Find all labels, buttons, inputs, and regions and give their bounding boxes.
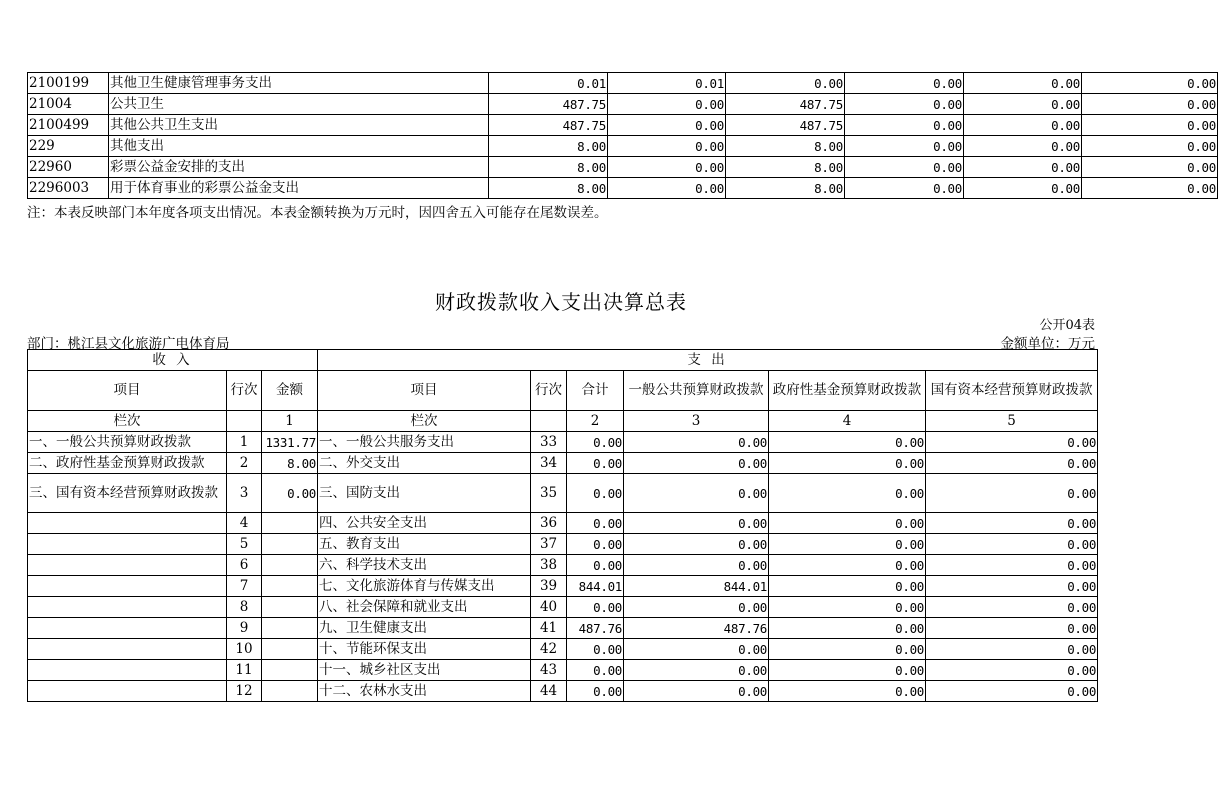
expense-item-cell: 九、卫生健康支出	[318, 618, 531, 639]
total-column-header: 合计	[567, 371, 624, 411]
table-row	[28, 432, 1098, 453]
state-capital-cell: 0.00	[926, 534, 1098, 555]
expense-item-cell: 八、社会保障和就业支出	[318, 597, 531, 618]
government-fund-column-header: 政府性基金预算财政拨款	[769, 371, 926, 411]
function-name-cell: 其他公共卫生支出	[109, 115, 489, 136]
total-cell: 487.76	[567, 618, 624, 639]
total-cell: 8.00	[489, 157, 608, 178]
column-index-2: 2	[567, 411, 624, 432]
col4-cell: 0.00	[845, 94, 964, 115]
project-cell: 8.00	[726, 157, 845, 178]
expense-row-cell: 39	[531, 576, 567, 597]
expense-row-cell: 38	[531, 555, 567, 576]
total-cell: 0.00	[567, 474, 624, 513]
table-row	[28, 178, 1218, 199]
general-budget-column-header: 一般公共预算财政拨款	[624, 371, 769, 411]
income-row-cell: 4	[227, 513, 262, 534]
column-index-4: 4	[769, 411, 926, 432]
income-row-cell: 8	[227, 597, 262, 618]
col5-cell: 0.00	[964, 94, 1082, 115]
table-row	[28, 136, 1218, 157]
expense-item-cell: 五、教育支出	[318, 534, 531, 555]
total-cell: 487.75	[489, 94, 608, 115]
income-amount-cell: 8.00	[262, 453, 318, 474]
basic-cell: 0.00	[608, 178, 726, 199]
state-capital-cell: 0.00	[926, 681, 1098, 702]
total-cell: 0.00	[567, 513, 624, 534]
income-amount-cell	[262, 555, 318, 576]
income-amount-cell	[262, 681, 318, 702]
expense-item-cell: 七、文化旅游体育与传媒支出	[318, 576, 531, 597]
income-row-cell: 7	[227, 576, 262, 597]
income-item-cell	[28, 681, 227, 702]
function-name-cell: 公共卫生	[109, 94, 489, 115]
table-row	[28, 157, 1218, 178]
page-title: 财政拨款收入支出决算总表	[435, 290, 687, 314]
total-cell: 0.00	[567, 453, 624, 474]
summary-table-body	[28, 350, 1098, 702]
col5-cell: 0.00	[964, 157, 1082, 178]
expense-item-cell: 三、国防支出	[318, 474, 531, 513]
col6-cell: 0.00	[1082, 157, 1218, 178]
basic-cell: 0.00	[608, 94, 726, 115]
general-budget-cell: 0.00	[624, 639, 769, 660]
project-cell: 8.00	[726, 178, 845, 199]
state-capital-cell: 0.00	[926, 513, 1098, 534]
state-capital-cell: 0.00	[926, 618, 1098, 639]
col6-cell: 0.00	[1082, 178, 1218, 199]
income-amount-cell	[262, 513, 318, 534]
state-capital-cell: 0.00	[926, 555, 1098, 576]
function-code-cell: 2296003	[28, 178, 109, 199]
income-item-cell	[28, 513, 227, 534]
expense-item-column-header: 项目	[318, 371, 531, 411]
expense-row-cell: 43	[531, 660, 567, 681]
function-name-cell: 其他支出	[109, 136, 489, 157]
government-fund-cell: 0.00	[769, 474, 926, 513]
expense-row-column-header: 行次	[531, 371, 567, 411]
fiscal-appropriation-summary-table	[27, 349, 1098, 702]
column-index-label: 栏次	[318, 411, 531, 432]
basic-cell: 0.00	[608, 136, 726, 157]
total-cell: 0.00	[567, 534, 624, 555]
column-index-1: 1	[262, 411, 318, 432]
government-fund-cell: 0.00	[769, 576, 926, 597]
income-row-cell: 9	[227, 618, 262, 639]
income-amount-cell	[262, 639, 318, 660]
state-capital-cell: 0.00	[926, 597, 1098, 618]
expense-detail-table-body	[28, 73, 1218, 199]
table-row	[28, 115, 1218, 136]
state-capital-cell: 0.00	[926, 639, 1098, 660]
amount-unit-label: 金额单位：万元	[1000, 336, 1095, 352]
expense-item-cell: 十、节能环保支出	[318, 639, 531, 660]
expense-section-header: 支 出	[318, 350, 1098, 371]
government-fund-cell: 0.00	[769, 660, 926, 681]
state-capital-cell: 0.00	[926, 576, 1098, 597]
general-budget-cell: 0.00	[624, 432, 769, 453]
col6-cell: 0.00	[1082, 73, 1218, 94]
table-row	[28, 474, 1098, 513]
government-fund-cell: 0.00	[769, 618, 926, 639]
table-note: 注：本表反映部门本年度各项支出情况。本表金额转换为万元时，因四舍五入可能存在尾数误差。	[27, 205, 608, 221]
col6-cell: 0.00	[1082, 115, 1218, 136]
function-code-cell: 21004	[28, 94, 109, 115]
state-capital-cell: 0.00	[926, 432, 1098, 453]
col4-cell: 0.00	[845, 157, 964, 178]
expense-row-cell: 34	[531, 453, 567, 474]
expense-row-cell: 35	[531, 474, 567, 513]
expense-item-cell: 十二、农林水支出	[318, 681, 531, 702]
function-name-cell: 用于体育事业的彩票公益金支出	[109, 178, 489, 199]
income-item-cell	[28, 555, 227, 576]
state-capital-cell: 0.00	[926, 660, 1098, 681]
general-budget-cell: 0.00	[624, 453, 769, 474]
total-cell: 0.00	[567, 555, 624, 576]
basic-cell: 0.00	[608, 115, 726, 136]
expense-row-cell: 40	[531, 597, 567, 618]
government-fund-cell: 0.00	[769, 555, 926, 576]
income-row-cell: 10	[227, 639, 262, 660]
general-budget-cell: 844.01	[624, 576, 769, 597]
basic-cell: 0.01	[608, 73, 726, 94]
expense-row-cell: 37	[531, 534, 567, 555]
table-row	[28, 597, 1098, 618]
empty-cell	[227, 411, 262, 432]
total-cell: 0.00	[567, 432, 624, 453]
expense-item-cell: 二、外交支出	[318, 453, 531, 474]
income-item-column-header: 项目	[28, 371, 227, 411]
table-row	[28, 534, 1098, 555]
col5-cell: 0.00	[964, 136, 1082, 157]
income-amount-cell	[262, 534, 318, 555]
table-row	[28, 453, 1098, 474]
col4-cell: 0.00	[845, 178, 964, 199]
income-item-cell	[28, 534, 227, 555]
project-cell: 0.00	[726, 73, 845, 94]
project-cell: 487.75	[726, 94, 845, 115]
income-section-header: 收 入	[28, 350, 318, 371]
form-code: 公开04表	[1039, 318, 1095, 333]
income-row-column-header: 行次	[227, 371, 262, 411]
general-budget-cell: 0.00	[624, 597, 769, 618]
table-row	[28, 94, 1218, 115]
government-fund-cell: 0.00	[769, 453, 926, 474]
project-cell: 487.75	[726, 115, 845, 136]
col4-cell: 0.00	[845, 73, 964, 94]
income-row-cell: 12	[227, 681, 262, 702]
function-name-cell: 其他卫生健康管理事务支出	[109, 73, 489, 94]
expense-row-cell: 42	[531, 639, 567, 660]
income-item-cell	[28, 618, 227, 639]
table-row	[28, 660, 1098, 681]
total-cell: 8.00	[489, 178, 608, 199]
income-row-cell: 2	[227, 453, 262, 474]
function-code-cell: 2100499	[28, 115, 109, 136]
income-row-cell: 3	[227, 474, 262, 513]
total-cell: 0.00	[567, 660, 624, 681]
function-code-cell: 229	[28, 136, 109, 157]
col6-cell: 0.00	[1082, 94, 1218, 115]
expense-item-cell: 四、公共安全支出	[318, 513, 531, 534]
government-fund-cell: 0.00	[769, 597, 926, 618]
total-cell: 8.00	[489, 136, 608, 157]
income-item-cell	[28, 660, 227, 681]
income-item-cell: 二、政府性基金预算财政拨款	[28, 453, 227, 474]
total-cell: 0.00	[567, 639, 624, 660]
income-amount-column-header: 金额	[262, 371, 318, 411]
income-item-cell	[28, 597, 227, 618]
col5-cell: 0.00	[964, 178, 1082, 199]
general-budget-cell: 0.00	[624, 555, 769, 576]
income-amount-cell	[262, 660, 318, 681]
income-item-cell: 一、一般公共预算财政拨款	[28, 432, 227, 453]
income-row-cell: 6	[227, 555, 262, 576]
general-budget-cell: 0.00	[624, 660, 769, 681]
government-fund-cell: 0.00	[769, 534, 926, 555]
expense-item-cell: 十一、城乡社区支出	[318, 660, 531, 681]
basic-cell: 0.00	[608, 157, 726, 178]
general-budget-cell: 0.00	[624, 534, 769, 555]
expense-row-cell: 33	[531, 432, 567, 453]
income-row-cell: 1	[227, 432, 262, 453]
expense-row-cell: 41	[531, 618, 567, 639]
col4-cell: 0.00	[845, 136, 964, 157]
government-fund-cell: 0.00	[769, 639, 926, 660]
income-amount-cell: 0.00	[262, 474, 318, 513]
government-fund-cell: 0.00	[769, 681, 926, 702]
income-row-cell: 11	[227, 660, 262, 681]
government-fund-cell: 0.00	[769, 513, 926, 534]
state-capital-column-header: 国有资本经营预算财政拨款	[926, 371, 1098, 411]
table-row	[28, 618, 1098, 639]
table-row	[28, 555, 1098, 576]
function-name-cell: 彩票公益金安排的支出	[109, 157, 489, 178]
col5-cell: 0.00	[964, 115, 1082, 136]
table-row	[28, 73, 1218, 94]
table-row	[28, 639, 1098, 660]
function-code-cell: 2100199	[28, 73, 109, 94]
col6-cell: 0.00	[1082, 136, 1218, 157]
col5-cell: 0.00	[964, 73, 1082, 94]
state-capital-cell: 0.00	[926, 474, 1098, 513]
expense-row-cell: 36	[531, 513, 567, 534]
table-row	[28, 513, 1098, 534]
column-index-3: 3	[624, 411, 769, 432]
general-budget-cell: 0.00	[624, 474, 769, 513]
income-item-cell	[28, 576, 227, 597]
table-row	[28, 681, 1098, 702]
government-fund-cell: 0.00	[769, 432, 926, 453]
income-item-cell: 三、国有资本经营预算财政拨款	[28, 474, 227, 513]
column-index-label: 栏次	[28, 411, 227, 432]
income-amount-cell	[262, 597, 318, 618]
state-capital-cell: 0.00	[926, 453, 1098, 474]
general-budget-cell: 0.00	[624, 681, 769, 702]
income-amount-cell: 1331.77	[262, 432, 318, 453]
income-item-cell	[28, 639, 227, 660]
department-label: 部门：桃江县文化旅游广电体育局	[27, 336, 230, 352]
total-cell: 0.00	[567, 597, 624, 618]
income-amount-cell	[262, 576, 318, 597]
expense-detail-table-continued	[27, 72, 1218, 199]
expense-row-cell: 44	[531, 681, 567, 702]
project-cell: 8.00	[726, 136, 845, 157]
empty-cell	[531, 411, 567, 432]
total-cell: 0.00	[567, 681, 624, 702]
col4-cell: 0.00	[845, 115, 964, 136]
column-index-5: 5	[926, 411, 1098, 432]
general-budget-cell: 0.00	[624, 513, 769, 534]
table-row	[28, 576, 1098, 597]
expense-item-cell: 一、一般公共服务支出	[318, 432, 531, 453]
general-budget-cell: 487.76	[624, 618, 769, 639]
income-amount-cell	[262, 618, 318, 639]
income-row-cell: 5	[227, 534, 262, 555]
total-cell: 487.75	[489, 115, 608, 136]
total-cell: 844.01	[567, 576, 624, 597]
total-cell: 0.01	[489, 73, 608, 94]
function-code-cell: 22960	[28, 157, 109, 178]
expense-item-cell: 六、科学技术支出	[318, 555, 531, 576]
